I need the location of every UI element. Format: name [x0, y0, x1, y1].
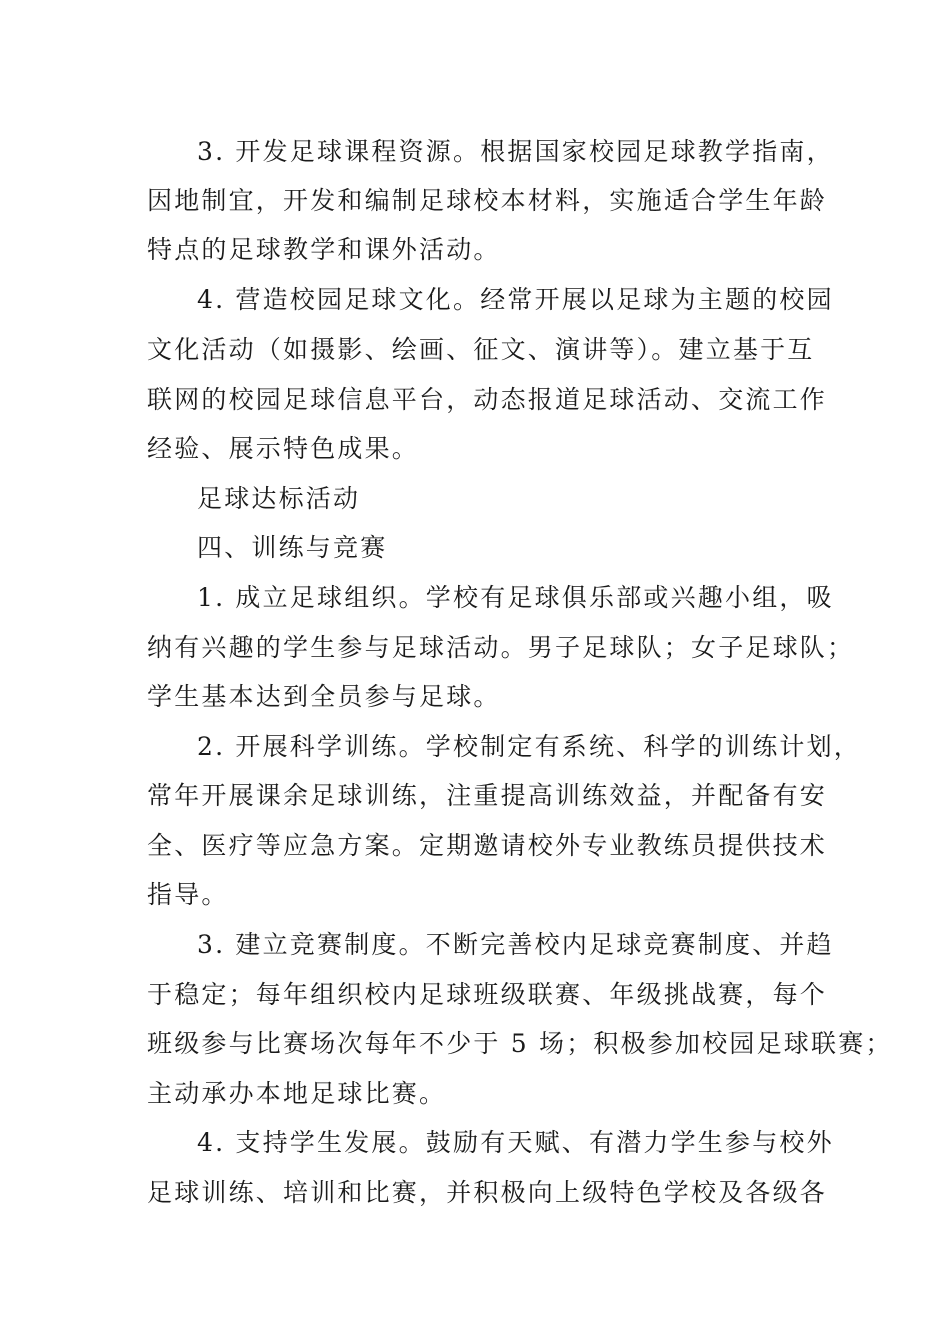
text-line: 3. 开发足球课程资源。根据国家校园足球教学指南， — [197, 137, 834, 166]
text-line: 主动承办本地足球比赛。 — [147, 1079, 447, 1108]
section-heading: 足球达标活动 — [197, 484, 361, 513]
text-line: 文化活动（如摄影、绘画、征文、演讲等）。建立基于互 — [147, 335, 815, 364]
text-line: 3. 建立竞赛制度。不断完善校内足球竞赛制度、并趋 — [197, 930, 834, 959]
text-line: 全、医疗等应急方案。定期邀请校外专业教练员提供技术 — [147, 831, 828, 860]
text-line: 常年开展课余足球训练，注重提高训练效益，并配备有安 — [147, 781, 828, 810]
text-line: 1. 成立足球组织。学校有足球俱乐部或兴趣小组，吸 — [197, 583, 834, 612]
text-line: 因地制宜，开发和编制足球校本材料，实施适合学生年龄 — [147, 186, 828, 215]
text-line: 联网的校园足球信息平台，动态报道足球活动、交流工作 — [147, 385, 828, 414]
text-line: 2. 开展科学训练。学校制定有系统、科学的训练计划， — [197, 732, 862, 761]
text-line: 特点的足球教学和课外活动。 — [147, 235, 501, 264]
text-line: 于稳定；每年组织校内足球班级联赛、年级挑战赛，每个 — [147, 980, 828, 1009]
text-line: 4. 营造校园足球文化。经常开展以足球为主题的校园 — [197, 285, 834, 314]
text-line: 班级参与比赛场次每年不少于 5 场；积极参加校园足球联赛； — [147, 1029, 893, 1058]
section-heading: 四、训练与竞赛 — [197, 533, 388, 562]
text-line: 纳有兴趣的学生参与足球活动。男子足球队；女子足球队； — [147, 633, 855, 662]
text-line: 学生基本达到全员参与足球。 — [147, 682, 501, 711]
text-line: 足球训练、培训和比赛，并积极向上级特色学校及各级各 — [147, 1178, 828, 1207]
text-line: 经验、展示特色成果。 — [147, 434, 420, 463]
text-line: 指导。 — [147, 880, 229, 909]
text-line: 4. 支持学生发展。鼓励有天赋、有潜力学生参与校外 — [197, 1128, 834, 1157]
